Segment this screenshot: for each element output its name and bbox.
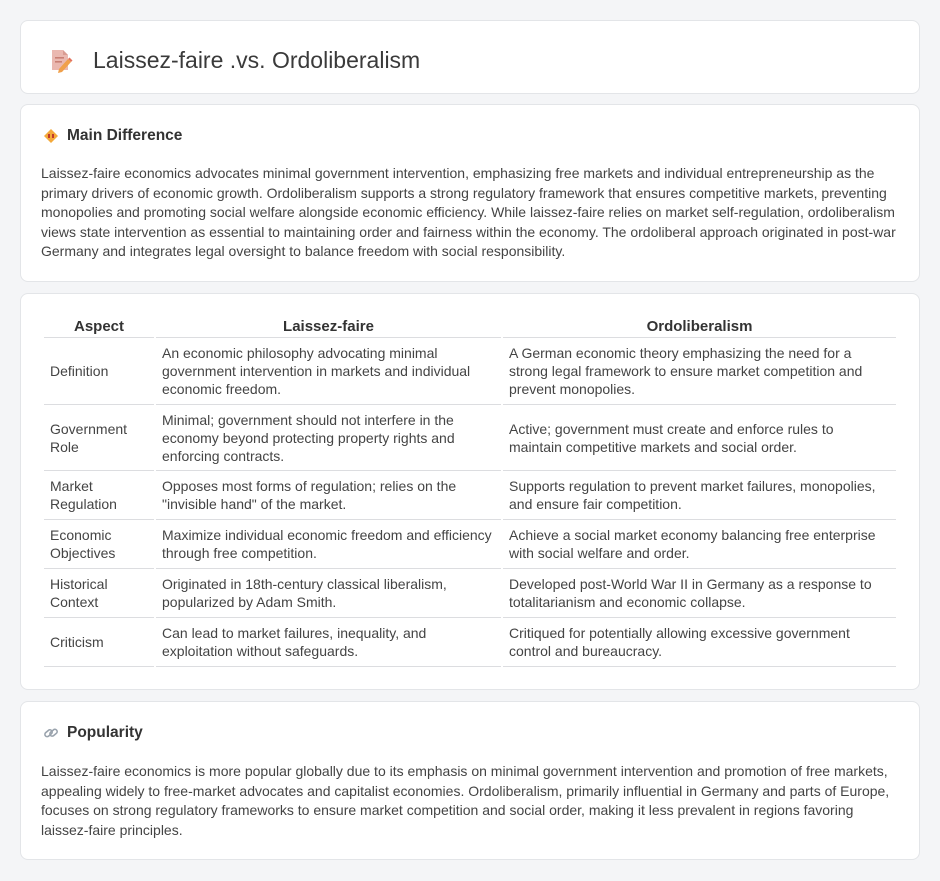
title-card [20,20,920,94]
title-row [47,47,420,73]
cell-ordoliberalism: Critiqued for potentially allowing excessive government control and bureaucracy. [503,618,896,667]
comparison-card [20,293,920,690]
cell-ordoliberalism: Developed post-World War II in Germany as a response to totalitarianism and economic collapse. [503,569,896,618]
header-aspect: Aspect [44,316,154,338]
table-row [44,569,896,618]
main-difference-title: Main Difference [67,127,183,144]
cell-ordoliberalism: Active; government must create and enforce rules to maintain competitive markets and social order. [503,405,896,471]
main-difference-text: Laissez-faire economics advocates minimal government intervention, emphasizing free markets and individual entrepreneurship as the primary drivers of economic growth. Ordoliberalism supports a strong regulatory framework that ensures competitive markets, preventing monopolies and promoting social welfare alongside economic efficiency. While laissez-faire relies on market self-regulation, ordoliberalism views state intervention as essential to maintaining order and fairness within the economy. The ordoliberal approach originated in post-war Germany and integrates legal oversight to balance freedom with social responsibility. [41,165,896,260]
table-row [44,618,896,667]
popularity-text: Laissez-faire economics is more popular globally due to its emphasis on minimal government intervention and promotion of free markets, appealing widely to free-market advocates and capitalist economies. Ordoliberalism, primarily influential in Germany and parts of Europe, focuses on strong regulatory frameworks to ensure market competition and social order, making it less prevalent in regions favoring laissez-faire principles. [41,763,890,838]
main-difference-card [20,104,920,282]
cell-laissez-faire: Minimal; government should not interfere in the economy beyond protecting property rights and enforcing contracts. [156,405,501,471]
cell-ordoliberalism: Achieve a social market economy balancing free enterprise with social welfare and order. [503,520,896,569]
link-icon [43,725,59,741]
popularity-card [20,701,920,860]
cell-laissez-faire: Can lead to market failures, inequality, and exploitation without safeguards. [156,618,501,667]
cell-laissez-faire: Opposes most forms of regulation; relies on the "invisible hand" of the market. [156,471,501,520]
diamond-icon [43,128,59,144]
cell-ordoliberalism: Supports regulation to prevent market failures, monopolies, and ensure fair competition. [503,471,896,520]
cell-laissez-faire: Maximize individual economic freedom and efficiency through free competition. [156,520,501,569]
cell-aspect: Historical Context [44,569,154,618]
cell-aspect: Government Role [44,405,154,471]
table-row [44,405,896,471]
cell-laissez-faire: An economic philosophy advocating minimal government intervention in markets and individual economic freedom. [156,338,501,405]
popularity-title: Popularity [67,724,143,741]
main-difference-header [43,127,182,145]
cell-ordoliberalism: A German economic theory emphasizing the need for a strong legal framework to ensure market competition and prevent monopolies. [503,338,896,405]
table-header-row [44,316,896,338]
cell-aspect: Definition [44,338,154,405]
cell-aspect: Criticism [44,618,154,667]
cell-aspect: Market Regulation [44,471,154,520]
header-ordoliberalism: Ordoliberalism [503,316,896,338]
table-row [44,471,896,520]
table-row [44,338,896,405]
document-pencil-icon [47,47,73,73]
page-title: Laissez-faire .vs. Ordoliberalism [93,47,421,73]
comparison-table [42,316,898,667]
table-row [44,520,896,569]
header-laissez-faire: Laissez-faire [156,316,501,338]
cell-aspect: Economic Objectives [44,520,154,569]
popularity-header [43,724,143,742]
cell-laissez-faire: Originated in 18th-century classical liberalism, popularized by Adam Smith. [156,569,501,618]
